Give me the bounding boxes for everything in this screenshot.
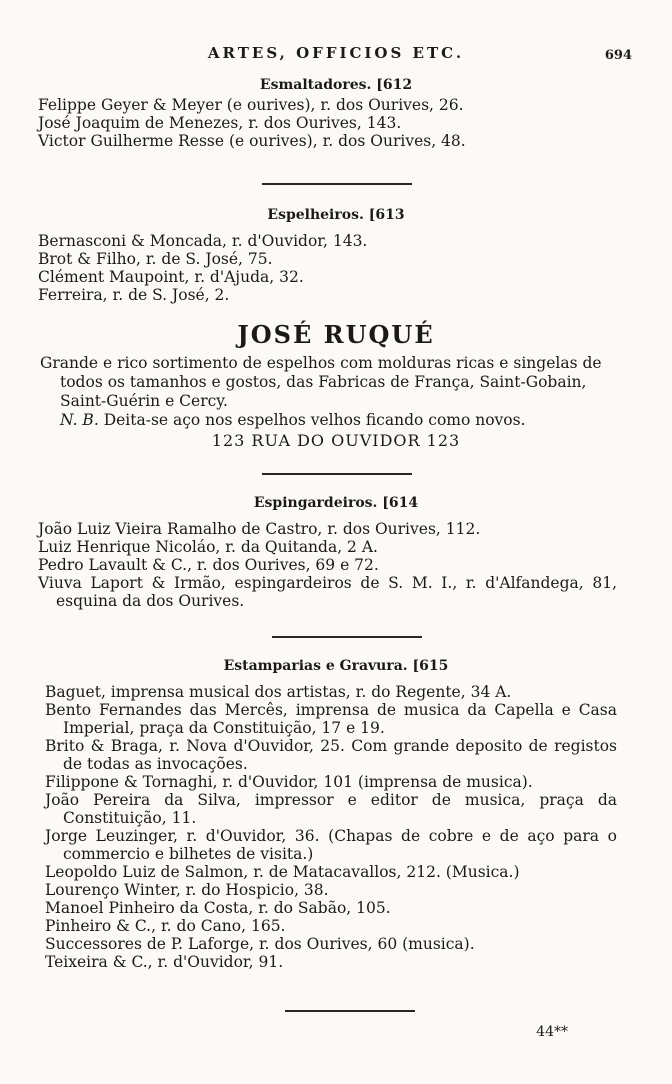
printer-signature: 44** — [536, 1024, 568, 1040]
advertisement — [0, 320, 672, 452]
list-item: Victor Guilherme Resse (e ourives), r. dos Ourives, 48. — [38, 132, 466, 150]
advertiser-name: JOSÉ RUQUÉ — [237, 320, 435, 349]
list-item: Felippe Geyer & Meyer (e ourives), r. dos Ourives, 26. — [38, 96, 464, 114]
list-item: Leopoldo Luiz de Salmon, r. de Matacavallos, 212. (Musica.) — [45, 863, 520, 881]
list-item: Pedro Lavault & C., r. dos Ourives, 69 e 72. — [38, 556, 379, 574]
list-item: Ferreira, r. de S. José, 2. — [38, 286, 230, 304]
list-item: Luiz Henrique Nicoláo, r. da Quitanda, 2 A. — [38, 538, 378, 556]
list-item: Brot & Filho, r. de S. José, 75. — [38, 250, 273, 268]
list-item: Jorge Leuzinger, r. d'Ouvidor, 36. (Chapas de cobre e de aço para o commercio e bilhetes de visita.) — [45, 827, 617, 863]
page-number: 694 — [604, 48, 632, 63]
list-item: Brito & Braga, r. Nova d'Ouvidor, 25. Com grande deposito de registos de todas as invocações. — [45, 737, 617, 773]
section-heading: Esmaltadores. [612 — [259, 77, 413, 93]
section-divider — [262, 183, 412, 185]
section-espingardeiros — [0, 492, 672, 610]
list-item: João Pereira da Silva, impressor e editor de musica, praça da Constituição, 11. — [45, 791, 617, 827]
section-estamparias — [0, 655, 672, 971]
section-heading: Estamparias e Gravura. [615 — [223, 658, 449, 674]
list-item: Baguet, imprensa musical dos artistas, r. do Regente, 34 A. — [45, 683, 512, 701]
advertisement-address: 123 RUA DO OUVIDOR 123 — [211, 431, 461, 450]
section-heading: Espingardeiros. [614 — [253, 495, 419, 511]
list-item: Viuva Laport & Irmão, espingardeiros de S. M. I., r. d'Alfandega, 81, esquina da dos Ourives. — [38, 574, 617, 610]
list-item: Clément Maupoint, r. d'Ajuda, 32. — [38, 268, 304, 286]
note-text: Deita-se aço nos espelhos velhos ficando como novos. — [103, 411, 526, 429]
section-espelheiros — [0, 204, 672, 304]
section-esmaltadores — [0, 74, 672, 150]
list-item: Bento Fernandes das Mercês, imprensa de musica da Capella e Casa Imperial, praça da Constituição, 17 e 19. — [45, 701, 617, 737]
section-divider — [262, 473, 412, 475]
section-divider — [285, 1010, 415, 1012]
list-item: Successores de P. Laforge, r. dos Ourives, 60 (musica). — [45, 935, 475, 953]
list-item: Filippone & Tornaghi, r. d'Ouvidor, 101 (imprensa de musica). — [45, 773, 533, 791]
section-divider — [272, 636, 422, 638]
list-item: Lourenço Winter, r. do Hospicio, 38. — [45, 881, 329, 899]
list-item: Teixeira & C., r. d'Ouvidor, 91. — [45, 953, 284, 971]
advertisement-body: Grande e rico sortimento de espelhos com molduras ricas e singelas de todos os tamanhos e gostos, das Fabricas de França, Saint-Gobain, Saint-Guérin e Cercy. — [40, 354, 602, 410]
list-item: Pinheiro & C., r. do Cano, 165. — [45, 917, 286, 935]
running-head: ARTES, OFFICIOS ETC. — [207, 44, 465, 62]
list-item: João Luiz Vieira Ramalho de Castro, r. dos Ourives, 112. — [38, 520, 481, 538]
list-item: Manoel Pinheiro da Costa, r. do Sabão, 105. — [45, 899, 391, 917]
section-heading: Espelheiros. [613 — [267, 207, 405, 223]
note-label: N. B. — [60, 411, 99, 429]
advertisement-note — [60, 411, 617, 430]
list-item: José Joaquim de Menezes, r. dos Ourives, 143. — [38, 114, 402, 132]
list-item: Bernasconi & Moncada, r. d'Ouvidor, 143. — [38, 232, 368, 250]
